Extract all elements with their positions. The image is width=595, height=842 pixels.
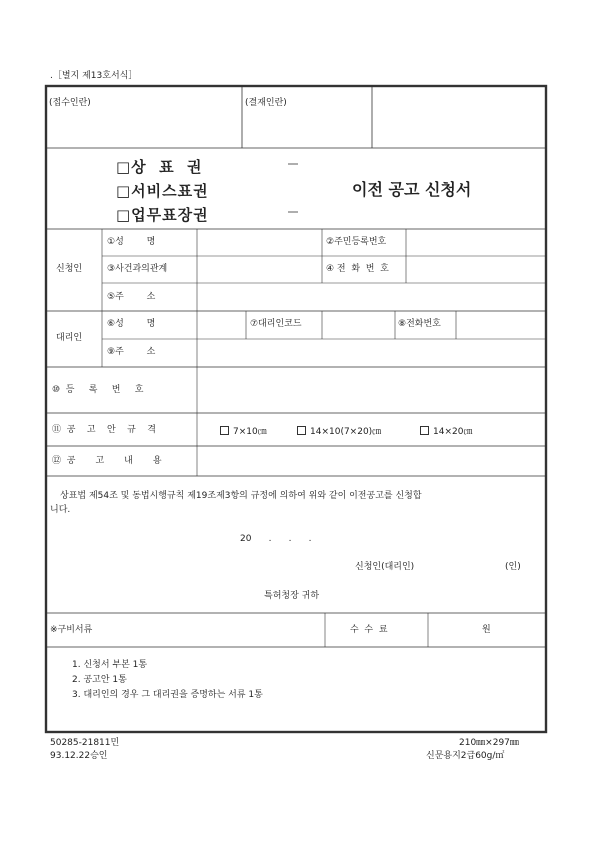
- approval-date: 93.12.22승인: [50, 751, 108, 761]
- ad-content-label: ⑫ 공 고 내 용: [52, 456, 162, 466]
- agent-name-label: ⑥성 명: [107, 319, 156, 329]
- service-mark-checkbox[interactable]: □서비스표권: [116, 182, 209, 200]
- approval-column-label: (결재인란): [245, 98, 287, 108]
- applicant-section-label: 신청인: [56, 264, 83, 274]
- applicant-address-label: ⑤주 소: [107, 292, 156, 302]
- applicant-relation-label: ③사건과의관계: [107, 264, 168, 274]
- paper-type: 신문용지2급60g/㎡: [426, 751, 505, 761]
- seal-mark: (인): [505, 562, 521, 572]
- addressee: 특허청장 귀하: [264, 591, 320, 601]
- applicant-phone-field[interactable]: [407, 257, 545, 282]
- trademark-checkbox[interactable]: □상 표 권: [116, 158, 203, 176]
- business-mark-checkbox[interactable]: □업무표장권: [116, 206, 209, 224]
- document-item: 3. 대리인의 경우 그 대리권을 증명하는 서류 1통: [72, 690, 263, 700]
- applicant-relation-field[interactable]: [198, 257, 321, 282]
- agent-phone-field[interactable]: [457, 312, 545, 338]
- date-line: 20 . . .: [240, 534, 312, 544]
- applicant-name-field[interactable]: [198, 230, 321, 255]
- agent-phone-label: ⑧전화번호: [398, 319, 441, 329]
- applicant-rrn-field[interactable]: [407, 230, 545, 255]
- agent-code-label: ⑦대리인코드: [250, 319, 302, 329]
- agent-address-label: ⑨주 소: [107, 347, 156, 357]
- fee-unit: 원: [482, 625, 491, 635]
- paper-size: 210㎜×297㎜: [459, 738, 519, 748]
- form-title: 이전 공고 신청서: [352, 180, 472, 199]
- applicant-rrn-label: ②주민등록번호: [326, 237, 387, 247]
- form-number: .［별지 제13호서식］: [50, 71, 138, 81]
- agent-code-field[interactable]: [323, 312, 394, 338]
- fee-amount-field[interactable]: [429, 614, 479, 646]
- ad-content-field[interactable]: [198, 447, 545, 475]
- spec-option-7x10[interactable]: 7×10㎝: [220, 426, 267, 437]
- ad-spec-label: ⑪ 공 고 안 규 격: [52, 425, 156, 435]
- applicant-address-field[interactable]: [198, 284, 545, 310]
- agent-address-field[interactable]: [198, 340, 545, 366]
- declaration-text-continued: 니다.: [50, 505, 71, 515]
- checkbox-icon: [297, 426, 306, 435]
- spec-option-14x10[interactable]: 14×10(7×20)㎝: [297, 426, 381, 437]
- document-item: 2. 공고안 1통: [72, 675, 127, 685]
- registration-number-label: ⑩ 등 록 번 호: [52, 385, 144, 395]
- applicant-phone-label: ④ 전 화 번 호: [326, 264, 389, 274]
- applicant-name-label: ①성 명: [107, 237, 156, 247]
- agent-name-field[interactable]: [198, 312, 245, 338]
- fee-label: 수 수 료: [350, 625, 388, 635]
- checkbox-icon: [220, 426, 229, 435]
- form-code: 50285-21811민: [50, 738, 120, 748]
- signer-label: 신청인(대리인): [355, 562, 415, 572]
- declaration-text: 상표법 제54조 및 동법시행규칙 제19조제3항의 규정에 의하여 위와 같이 이전공고를 신청합: [60, 491, 422, 501]
- rights-checkbox-group: [116, 150, 296, 228]
- required-documents-label: ※구비서류: [50, 625, 93, 635]
- registration-number-field[interactable]: [198, 368, 545, 412]
- agent-section-label: 대리인: [56, 333, 83, 343]
- receipt-column-label: (접수인란): [49, 98, 91, 108]
- document-item: 1. 신청서 부본 1통: [72, 660, 148, 670]
- spec-option-14x20[interactable]: 14×20㎝: [420, 426, 472, 437]
- checkbox-icon: [420, 426, 429, 435]
